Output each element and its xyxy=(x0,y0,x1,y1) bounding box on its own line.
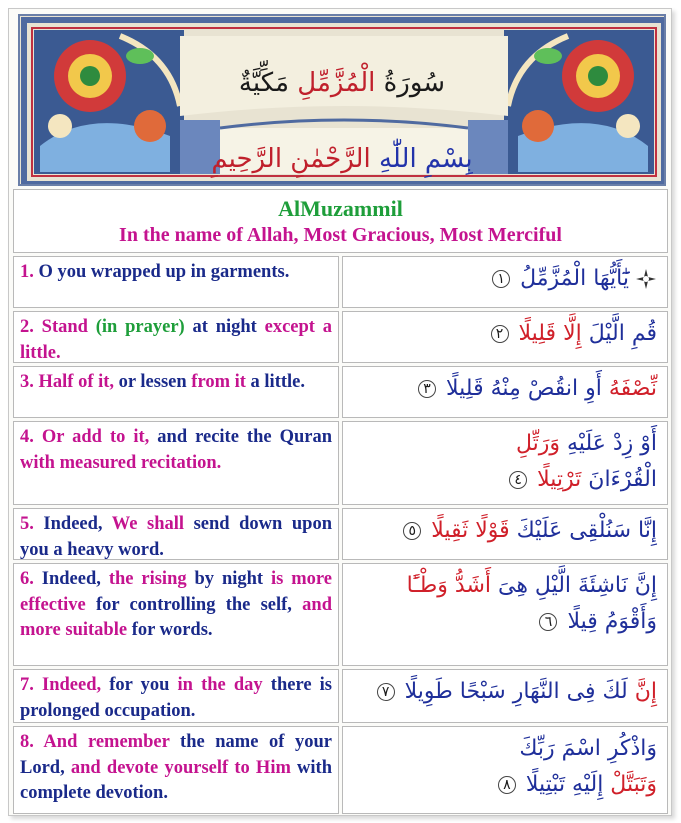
verse-arabic xyxy=(342,311,668,363)
verse-text-segment: We shall xyxy=(111,514,185,534)
arabic-text: أَوْ زِدْ عَلَيْهِ xyxy=(560,431,657,456)
verse-text-segment: And remember xyxy=(33,732,170,752)
arabic-text-red: وَرَتِّلِ xyxy=(515,431,561,456)
verse-text-segment: Half of it, xyxy=(33,372,115,392)
verse-text-segment: the rising xyxy=(108,569,187,589)
arabic-line xyxy=(353,316,657,352)
verse-text-segment: from it xyxy=(191,372,246,392)
arabic-line xyxy=(353,513,657,549)
ayah-number-mark: ٧ xyxy=(377,683,395,701)
arabic-text-red: قَوْلًا ثَقِيلًا xyxy=(424,518,510,543)
ornament-star-icon xyxy=(635,268,657,290)
verse-text-segment: with complete devotion. xyxy=(20,757,333,803)
arabic-text-red: أَشَدُّ وَطْـًٔا xyxy=(406,573,491,598)
verse-number: 6. xyxy=(20,569,34,589)
arabic-line xyxy=(353,261,657,297)
verse-number: 2. xyxy=(20,317,34,337)
arabic-text-red: وَتَبَتَّلْ xyxy=(603,772,657,797)
arabic-text-red: نِّصْفَهُ xyxy=(601,376,657,401)
verse-row xyxy=(13,508,668,560)
verse-row xyxy=(13,366,668,418)
verse-arabic xyxy=(342,508,668,560)
verse-number: 5. xyxy=(20,514,34,534)
verse-english xyxy=(13,366,339,418)
arabic-text: مِنْهُ قَلِيلًا xyxy=(439,376,521,401)
verse-arabic xyxy=(342,366,668,418)
ayah-number-mark: ١ xyxy=(492,270,510,288)
verse-arabic xyxy=(342,256,668,308)
verse-row xyxy=(13,421,668,505)
verse-row xyxy=(13,311,668,363)
verse-arabic xyxy=(342,669,668,723)
verse-text-segment: a little. xyxy=(245,372,305,392)
verse-text-segment: by night xyxy=(186,569,271,589)
ayah-number-mark: ٥ xyxy=(403,522,421,540)
verse-row xyxy=(13,563,668,666)
verse-row xyxy=(13,669,668,723)
arabic-line xyxy=(353,767,657,803)
verse-arabic xyxy=(342,726,668,814)
arabic-text: الْقُرْءَانَ xyxy=(581,467,657,492)
verse-number: 4. xyxy=(20,427,34,447)
ayah-number-mark: ٢ xyxy=(491,325,509,343)
ayah-number-mark: ٦ xyxy=(539,613,557,631)
verse-text-segment: there is prolonged occupation. xyxy=(20,675,332,721)
surah-type: مَكِّيَّةٌ xyxy=(238,68,289,98)
verse-text-segment: and more suitable xyxy=(20,594,332,640)
arabic-line xyxy=(353,568,657,604)
verse-row xyxy=(13,256,668,308)
verse-english xyxy=(13,508,339,560)
basmala-part-2: الرَّحْمٰنِ الرَّحِيمِ xyxy=(211,144,371,174)
verse-text-segment: for you xyxy=(109,675,178,695)
arabic-text-red: إِنَّ xyxy=(627,679,657,704)
ayah-number-mark: ٨ xyxy=(498,776,516,794)
verse-english xyxy=(13,669,339,723)
verse-number: 3. xyxy=(20,372,34,392)
verse-text-segment: send down upon you a heavy word. xyxy=(20,514,332,560)
arabic-line xyxy=(353,426,657,462)
title-box xyxy=(13,189,668,253)
verse-number: 7. xyxy=(20,675,34,695)
verse-english xyxy=(13,311,339,363)
verse-arabic xyxy=(342,421,668,505)
verse-number: 8. xyxy=(20,732,34,752)
arabic-line xyxy=(353,731,657,767)
arabic-text-red: إِلَّا قَلِيلًا xyxy=(511,321,582,346)
verse-english xyxy=(13,563,339,666)
surah-header-banner xyxy=(18,14,666,186)
verse-text-segment: or lessen xyxy=(114,372,192,392)
verse-text-segment: and recite the Quran xyxy=(149,427,333,447)
verse-row xyxy=(13,726,668,814)
arabic-text: إِنَّا سَنُلْقِى عَلَيْكَ xyxy=(509,518,657,543)
verse-text-segment: with measured recitation. xyxy=(20,452,222,473)
verse-english xyxy=(13,421,339,505)
arabic-text: أَوِ انقُصْ xyxy=(520,376,602,401)
verse-text-segment: O you wrapped up in garments. xyxy=(33,262,290,282)
verse-text-segment: except a little. xyxy=(20,317,332,363)
verse-text-segment: Indeed, xyxy=(33,569,109,589)
arabic-text: إِنَّ نَاشِئَةَ الَّيْلِ هِىَ xyxy=(491,573,657,598)
arabic-text-red: تَرْتِيلًا xyxy=(530,467,582,492)
arabic-line xyxy=(353,462,657,498)
basmala-english: In the name of Allah, Most Gracious, Most Merciful xyxy=(119,224,562,246)
arabic-line xyxy=(353,604,657,640)
basmala-arabic xyxy=(20,144,664,174)
verse-text-segment: Stand xyxy=(33,317,96,337)
verse-text-segment: in the day xyxy=(177,675,263,695)
arabic-text: إِلَيْهِ تَبْتِيلًا xyxy=(518,772,604,797)
verse-text-segment: and devote yourself to Him xyxy=(64,757,291,778)
verse-text-segment: for words. xyxy=(127,620,213,640)
verse-english xyxy=(13,726,339,814)
verse-text-segment: Or add to it, xyxy=(33,427,150,447)
verse-text-segment: (in prayer) xyxy=(95,317,185,337)
surah-name: AlMuzammil xyxy=(278,196,403,221)
arabic-text: وَأَقْوَمُ قِيلًا xyxy=(560,609,657,634)
surah-word: سُورَةُ xyxy=(383,68,446,98)
ayah-number-mark: ٤ xyxy=(509,471,527,489)
arabic-text: يَٰٓأَيُّهَا الْمُزَّمِّلُ xyxy=(513,266,629,291)
verse-number: 1. xyxy=(20,262,34,282)
arabic-text: قُمِ الَّيْلَ xyxy=(581,321,657,346)
arabic-text: لَكَ فِى النَّهَارِ سَبْحًا طَوِيلًا xyxy=(397,679,628,704)
verse-text-segment: the name of your Lord, xyxy=(20,732,332,778)
verse-text-segment: is more effective xyxy=(20,569,332,615)
verse-text-segment: for controlling the self, xyxy=(85,594,292,615)
verse-english xyxy=(13,256,339,308)
arabic-line xyxy=(353,674,657,710)
verse-arabic xyxy=(342,563,668,666)
basmala-part-1: بِسْمِ اللّٰهِ xyxy=(378,144,473,174)
arabic-line xyxy=(353,371,657,407)
verse-text-segment: at night xyxy=(184,317,265,337)
ayah-number-mark: ٣ xyxy=(418,380,436,398)
surah-title-arabic xyxy=(20,68,664,98)
verse-text-segment: Indeed, xyxy=(33,514,112,534)
surah-name-ar: الْمُزَّمِّلِ xyxy=(297,68,376,98)
verse-text-segment: Indeed, xyxy=(33,675,110,695)
arabic-text: وَاذْكُرِ اسْمَ رَبِّكَ xyxy=(519,736,657,761)
